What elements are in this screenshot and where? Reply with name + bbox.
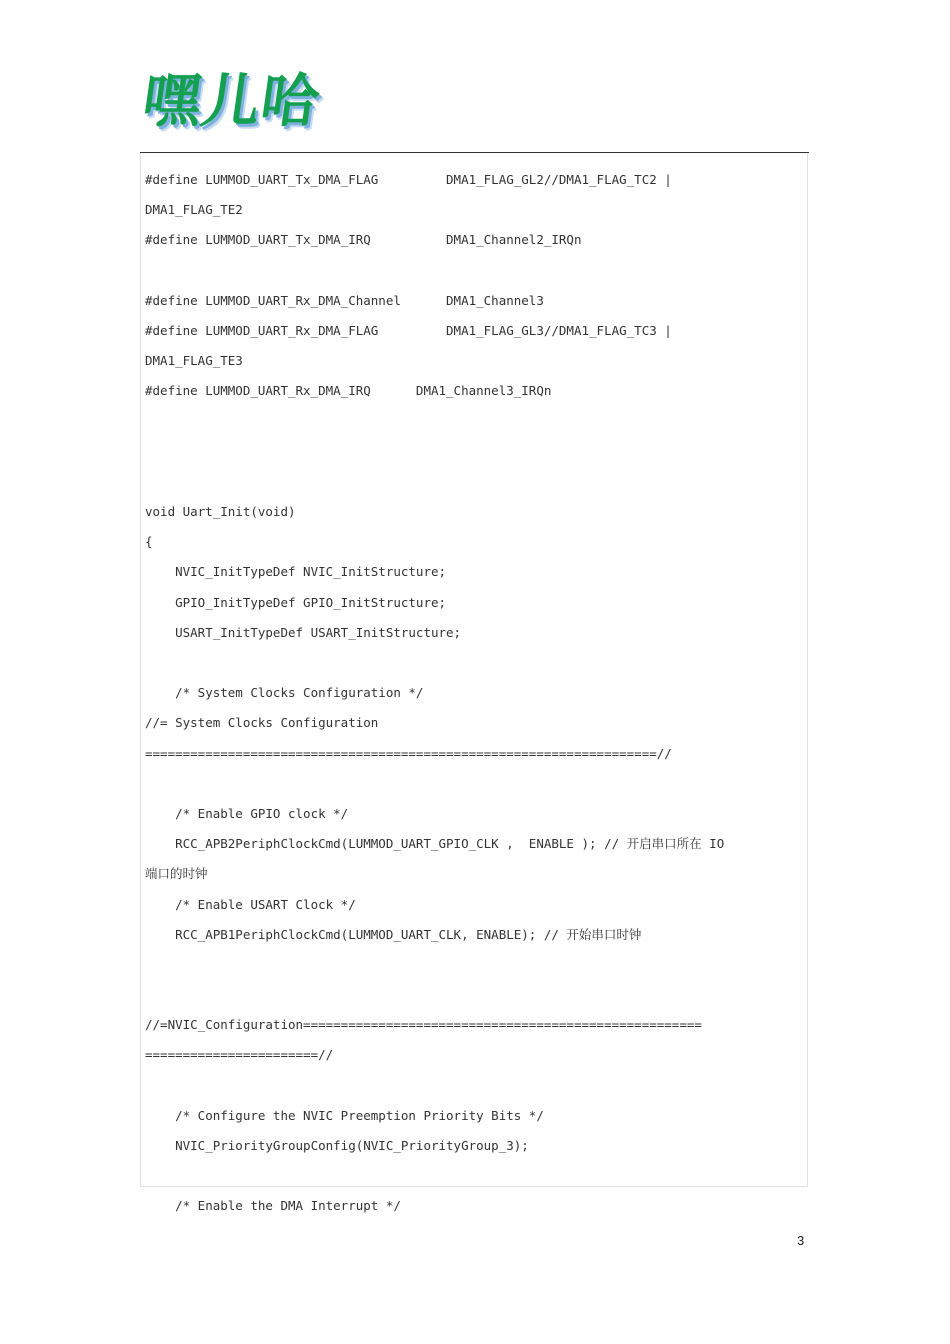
code-line: //=NVIC_Configuration===================================================== bbox=[145, 1017, 702, 1033]
code-line bbox=[145, 950, 803, 980]
code-line: NVIC_InitTypeDef NVIC_InitStructure; bbox=[145, 564, 447, 580]
code-line: #define LUMMOD_UART_Rx_DMA_Channel DMA1_Channel3 bbox=[145, 292, 544, 308]
code-line: #define LUMMOD_UART_Tx_DMA_FLAG DMA1_FLAG_GL2//DMA1_FLAG_TC2 | bbox=[145, 172, 672, 187]
code-line: ====================================================================// bbox=[145, 745, 672, 761]
code-line bbox=[145, 980, 803, 1010]
code-line: GPIO_InitTypeDef GPIO_InitStructure; bbox=[145, 594, 447, 610]
code-line: USART_InitTypeDef USART_InitStructure; bbox=[145, 624, 462, 640]
code-line: #define LUMMOD_UART_Tx_DMA_IRQ DMA1_Channel2_IRQn bbox=[145, 232, 582, 248]
code-line bbox=[145, 407, 803, 437]
code-line: /* Enable GPIO clock */ bbox=[145, 805, 349, 821]
code-line: =======================// bbox=[145, 1047, 334, 1063]
code-line: /* Enable the DMA Interrupt */ bbox=[145, 1198, 401, 1214]
code-line: NVIC_PriorityGroupConfig(NVIC_PriorityGroup_3); bbox=[145, 1138, 529, 1153]
code-line bbox=[145, 467, 803, 497]
code-line: //= System Clocks Configuration bbox=[145, 715, 379, 731]
page-number: 3 bbox=[797, 1233, 805, 1248]
logo-text: 嘿儿哈 bbox=[138, 67, 325, 135]
code-line: { bbox=[145, 534, 153, 550]
code-line: DMA1_FLAG_TE2 bbox=[145, 202, 243, 218]
code-line: /* Configure the NVIC Preemption Priority Bits */ bbox=[145, 1107, 544, 1123]
code-line bbox=[145, 437, 803, 467]
code-line: DMA1_FLAG_TE3 bbox=[145, 353, 243, 369]
code-line bbox=[145, 1071, 803, 1101]
code-listing bbox=[145, 165, 803, 1222]
code-line bbox=[145, 1161, 803, 1191]
code-line bbox=[145, 648, 803, 678]
code-line: /* Enable USART Clock */ bbox=[145, 896, 356, 912]
code-line: /* System Clocks Configuration */ bbox=[145, 685, 424, 701]
code-line bbox=[145, 256, 803, 286]
code-line: #define LUMMOD_UART_Rx_DMA_FLAG DMA1_FLAG_GL3//DMA1_FLAG_TC3 | bbox=[145, 322, 672, 338]
code-block bbox=[140, 153, 808, 1214]
code-line bbox=[145, 769, 803, 799]
code-line: 端口的时钟 bbox=[145, 866, 208, 882]
code-line: RCC_APB2PeriphClockCmd(LUMMOD_UART_GPIO_CLK , ENABLE ); // 开启串口所在 IO bbox=[145, 836, 725, 852]
code-line: void Uart_Init(void) bbox=[145, 504, 296, 520]
code-line: RCC_APB1PeriphClockCmd(LUMMOD_UART_CLK, ENABLE); // 开始串口时钟 bbox=[145, 926, 642, 942]
logo bbox=[138, 67, 325, 150]
code-line: #define LUMMOD_UART_Rx_DMA_IRQ DMA1_Channel3_IRQn bbox=[145, 383, 552, 399]
